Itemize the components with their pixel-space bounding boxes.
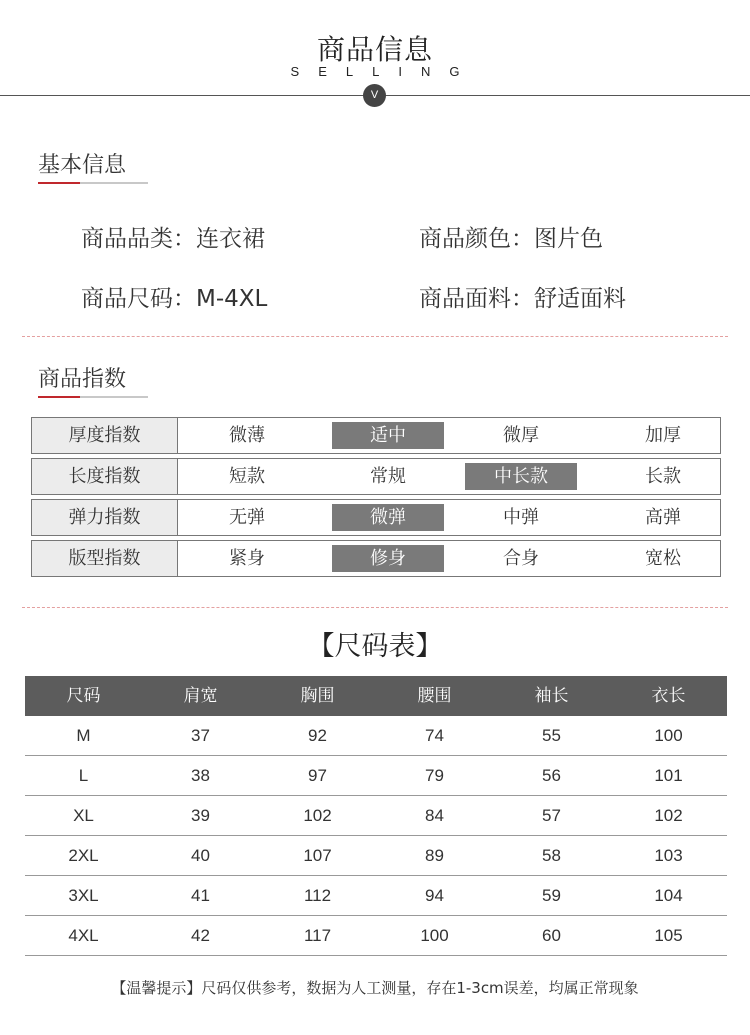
table-cell: 79	[425, 766, 444, 785]
index-option: 加厚	[645, 425, 681, 446]
table-row	[25, 916, 727, 956]
table-cell: 100	[420, 926, 449, 945]
index-label: 长度指数	[32, 459, 178, 494]
size-header-cell: 腰围	[417, 686, 452, 706]
index-row-length	[31, 458, 721, 495]
size-note: 【温馨提示】尺码仅供参考，数据为人工测量，存在1-3cm误差，均属正常现象	[111, 979, 639, 997]
size-header-cell: 胸围	[300, 686, 335, 706]
info-size: 商品尺码：M-4XL	[81, 286, 268, 312]
size-header-cell: 尺码	[66, 686, 101, 706]
table-cell: 55	[542, 726, 561, 745]
table-cell: 57	[542, 806, 561, 825]
index-option: 长款	[645, 466, 681, 487]
size-chart-title: 【尺码表】	[307, 631, 443, 662]
info-fabric: 商品面料：舒适面料	[419, 286, 626, 312]
table-row	[25, 876, 727, 916]
size-table-header	[25, 676, 727, 716]
index-option: 合身	[503, 548, 539, 569]
index-option-selected: 修身	[332, 545, 444, 572]
table-cell: 56	[542, 766, 561, 785]
table-cell: 104	[654, 886, 683, 905]
table-cell: 105	[654, 926, 683, 945]
table-cell: 101	[654, 766, 683, 785]
table-cell: 92	[308, 726, 327, 745]
index-title: 商品指数	[38, 367, 127, 392]
size-header-cell: 肩宽	[183, 686, 218, 706]
table-cell: 58	[542, 846, 561, 865]
index-label: 厚度指数	[32, 418, 178, 453]
table-cell: 38	[191, 766, 210, 785]
table-cell: 37	[191, 726, 210, 745]
basic-info-underline	[38, 182, 148, 184]
table-cell: 89	[425, 846, 444, 865]
index-option-selected: 中长款	[465, 463, 577, 490]
size-header-cell: 衣长	[651, 686, 686, 706]
table-cell: 112	[303, 886, 332, 905]
page-subtitle: SELLING	[290, 64, 479, 79]
table-cell: 107	[303, 846, 332, 865]
table-cell: 103	[654, 846, 683, 865]
index-option: 常规	[370, 466, 406, 487]
table-cell: 117	[303, 926, 332, 945]
basic-info-title: 基本信息	[38, 153, 127, 178]
table-row	[25, 796, 727, 836]
table-cell: 40	[191, 846, 210, 865]
index-option: 宽松	[645, 548, 681, 569]
index-option: 中弹	[503, 507, 539, 528]
size-header-cell: 袖长	[534, 686, 569, 706]
info-category: 商品品类：连衣裙	[81, 226, 265, 252]
table-cell: 3XL	[68, 886, 99, 905]
index-option: 紧身	[229, 548, 265, 569]
index-row-fit	[31, 540, 721, 577]
index-option-selected: 适中	[332, 422, 444, 449]
section-divider	[22, 607, 728, 608]
table-cell: 60	[542, 926, 561, 945]
size-table	[25, 676, 727, 956]
table-cell: 100	[654, 726, 683, 745]
info-color: 商品颜色：图片色	[419, 226, 603, 252]
table-cell: 84	[425, 806, 444, 825]
index-option: 短款	[229, 466, 265, 487]
index-label: 版型指数	[32, 541, 178, 576]
table-cell: 102	[303, 806, 332, 825]
section-divider	[22, 336, 728, 337]
table-row	[25, 836, 727, 876]
index-row-elasticity	[31, 499, 721, 536]
page-title: 商品信息	[316, 33, 433, 66]
index-row-thickness	[31, 417, 721, 454]
table-cell: 2XL	[68, 846, 99, 865]
table-cell: 59	[542, 886, 561, 905]
table-cell: XL	[73, 806, 94, 825]
table-cell: 74	[425, 726, 444, 745]
table-cell: 94	[425, 886, 444, 905]
index-option: 无弹	[229, 507, 265, 528]
chevron-down-icon: V	[363, 84, 386, 107]
index-underline	[38, 396, 148, 398]
table-cell: 41	[191, 886, 210, 905]
table-cell: L	[78, 766, 89, 785]
index-label: 弹力指数	[32, 500, 178, 535]
table-row	[25, 756, 727, 796]
index-option: 高弹	[645, 507, 681, 528]
table-cell: 39	[191, 806, 210, 825]
table-cell: 42	[191, 926, 210, 945]
table-cell: 97	[308, 766, 327, 785]
index-option: 微薄	[229, 425, 265, 446]
index-option-selected: 微弹	[332, 504, 444, 531]
table-cell: 102	[654, 806, 683, 825]
table-row	[25, 716, 727, 756]
table-cell: M	[76, 726, 91, 745]
table-cell: 4XL	[68, 926, 99, 945]
index-option: 微厚	[503, 425, 539, 446]
